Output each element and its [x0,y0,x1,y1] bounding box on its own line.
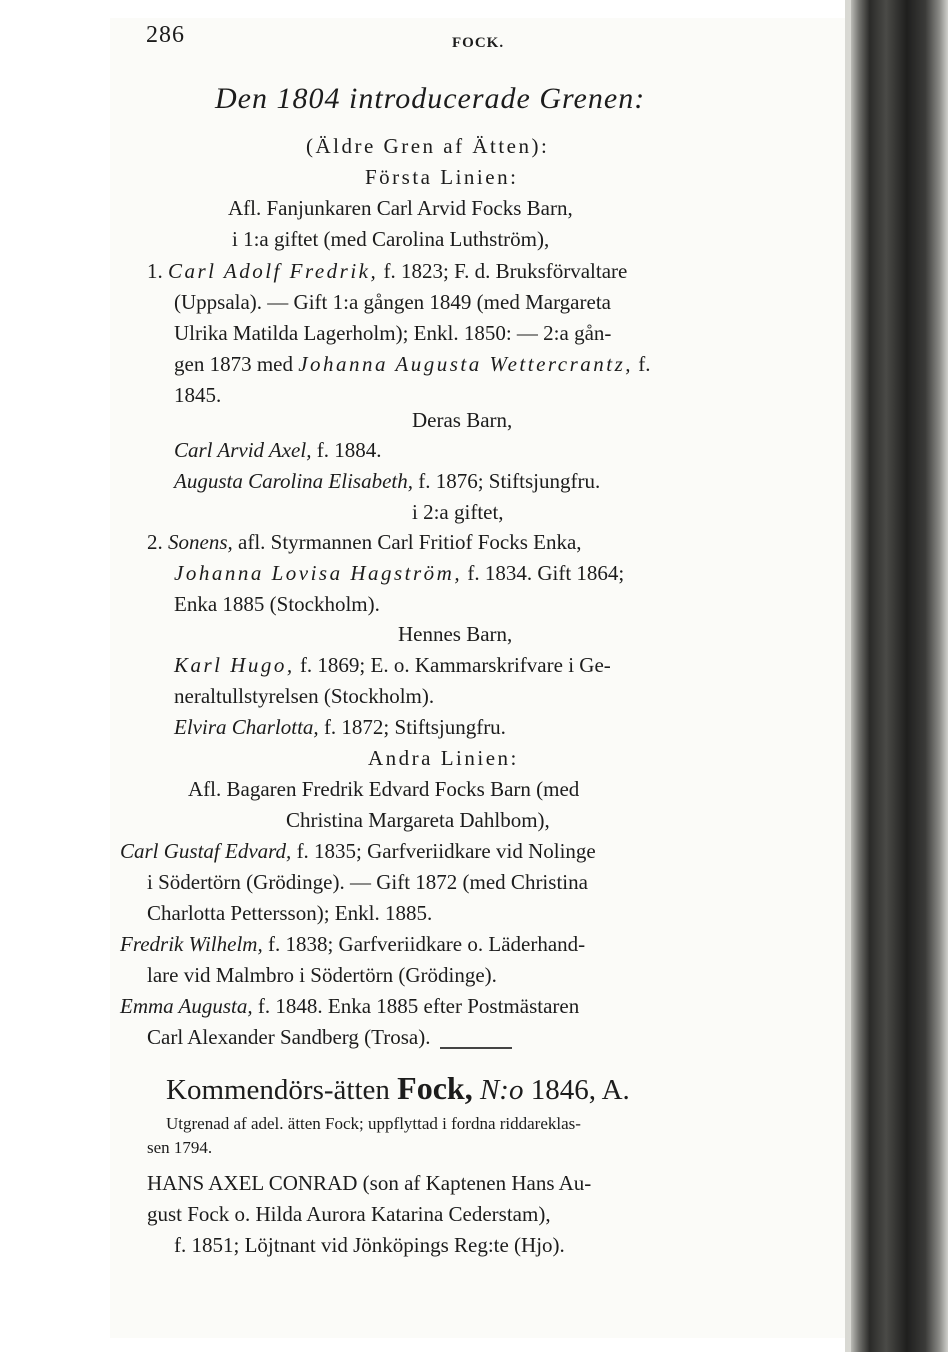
spouse-name: Johanna Augusta Wettercrantz, [298,352,634,376]
entry-details: f. 1884. [316,438,382,462]
first-line-intro-2: i 1:a giftet (med Carolina Luthström), [232,227,550,251]
entry-5-line-2: Carl Alexander Sandberg (Trosa). [147,1025,431,1049]
section-title [166,1070,630,1108]
person-name: Sonens, [168,530,233,554]
person-line-2: gust Fock o. Hilda Aurora Katarina Cederstam), [147,1202,551,1226]
entry-number: 1. [147,259,163,283]
child-3-line-2: neraltullstyrelsen (Stockholm). [174,684,435,708]
entry-details: f. 1876; Stiftsjungfru. [418,469,601,493]
first-line-intro-1: Afl. Fanjunkaren Carl Arvid Focks Barn, [228,196,573,220]
person-line-1: HANS AXEL CONRAD (son af Kaptenen Hans Au- [147,1171,592,1195]
entry-text: gen 1873 med [174,352,293,376]
section-note-2: sen 1794. [147,1138,213,1157]
branch-subtitle: (Äldre Gren af Ätten): [306,134,550,158]
entry-1 [147,258,627,285]
person-name: Elvira Charlotta, [174,715,319,739]
entry-details: f. 1835; Garfveriidkare vid Nolinge [296,839,596,863]
entry-1-line-5: 1845. [174,383,222,407]
section-note-1: Utgrenad af adel. ätten Fock; uppflyttad i fordna riddareklas- [166,1114,581,1133]
page-number: 286 [146,22,185,48]
child-3 [174,652,611,679]
section-title-d: 1846, A. [530,1074,630,1106]
person-name: Carl Adolf Fredrik, [168,259,379,283]
branch-title: Den 1804 introducerade Grenen: [215,82,646,115]
entry-3-line-2: i Södertörn (Grödinge). — Gift 1872 (med Christina [147,870,588,894]
entry-4-line-2: lare vid Malmbro i Södertörn (Grödinge). [147,963,497,987]
entry-details: f. 1823; F. d. Bruksförvaltare [383,259,628,283]
person-name: Carl Gustaf Edvard, [120,839,292,863]
second-line-heading: Andra Linien: [368,746,519,770]
entry-2-line-2 [174,560,624,587]
entry-details: f. 1838; Garfveriidkare o. Läderhand- [267,932,586,956]
section-divider [440,1047,512,1049]
spouse-name: Johanna Lovisa Hagström, [174,561,463,585]
entry-text: f. [638,352,651,376]
section-title-b: Fock, [397,1070,473,1106]
entry-1-line-3: Ulrika Matilda Lagerholm); Enkl. 1850: — 2:a gån- [174,321,612,345]
person-name: Augusta Carolina Elisabeth, [174,469,413,493]
running-header: FOCK. [452,35,505,51]
entry-1-line-4 [174,351,651,378]
entry-5 [120,993,579,1020]
section-title-a: Kommendörs-ätten [166,1074,390,1106]
page-edge [845,0,851,1352]
entry-4 [120,931,585,958]
person-name: Carl Arvid Axel, [174,438,312,462]
first-line-heading: Första Linien: [365,165,519,189]
entry-details: afl. Styrmannen Carl Fritiof Focks Enka, [238,530,582,554]
child-1 [174,437,381,464]
second-marriage-heading: i 2:a giftet, [412,500,504,524]
children-heading-2: Hennes Barn, [398,622,513,646]
entry-1-line-2: (Uppsala). — Gift 1:a gången 1849 (med Margareta [174,290,611,314]
entry-2 [147,529,582,556]
children-heading: Deras Barn, [412,408,513,432]
person-name: Fredrik Wilhelm, [120,932,263,956]
person-name: Emma Augusta, [120,994,253,1018]
entry-3 [120,838,596,865]
child-2 [174,468,600,495]
entry-details: f. 1848. Enka 1885 efter Postmästaren [257,994,580,1018]
second-line-intro-2: Christina Margareta Dahlbom), [286,808,550,832]
second-line-intro-1: Afl. Bagaren Fredrik Edvard Focks Barn (med [188,777,580,801]
entry-details: f. 1872; Stiftsjungfru. [323,715,506,739]
entry-3-line-3: Charlotta Pettersson); Enkl. 1885. [147,901,433,925]
person-line-3: f. 1851; Löjtnant vid Jönköpings Reg:te (Hjo). [174,1233,565,1257]
child-4 [174,714,506,741]
person-name: Karl Hugo, [174,653,295,677]
entry-2-line-3: Enka 1885 (Stockholm). [174,592,380,616]
entry-details: f. 1869; E. o. Kammarskrifvare i Ge- [299,653,611,677]
section-title-c: N:o [479,1074,524,1106]
entry-details: f. 1834. Gift 1864; [467,561,625,585]
entry-number: 2. [147,530,163,554]
book-spine [845,0,948,1352]
